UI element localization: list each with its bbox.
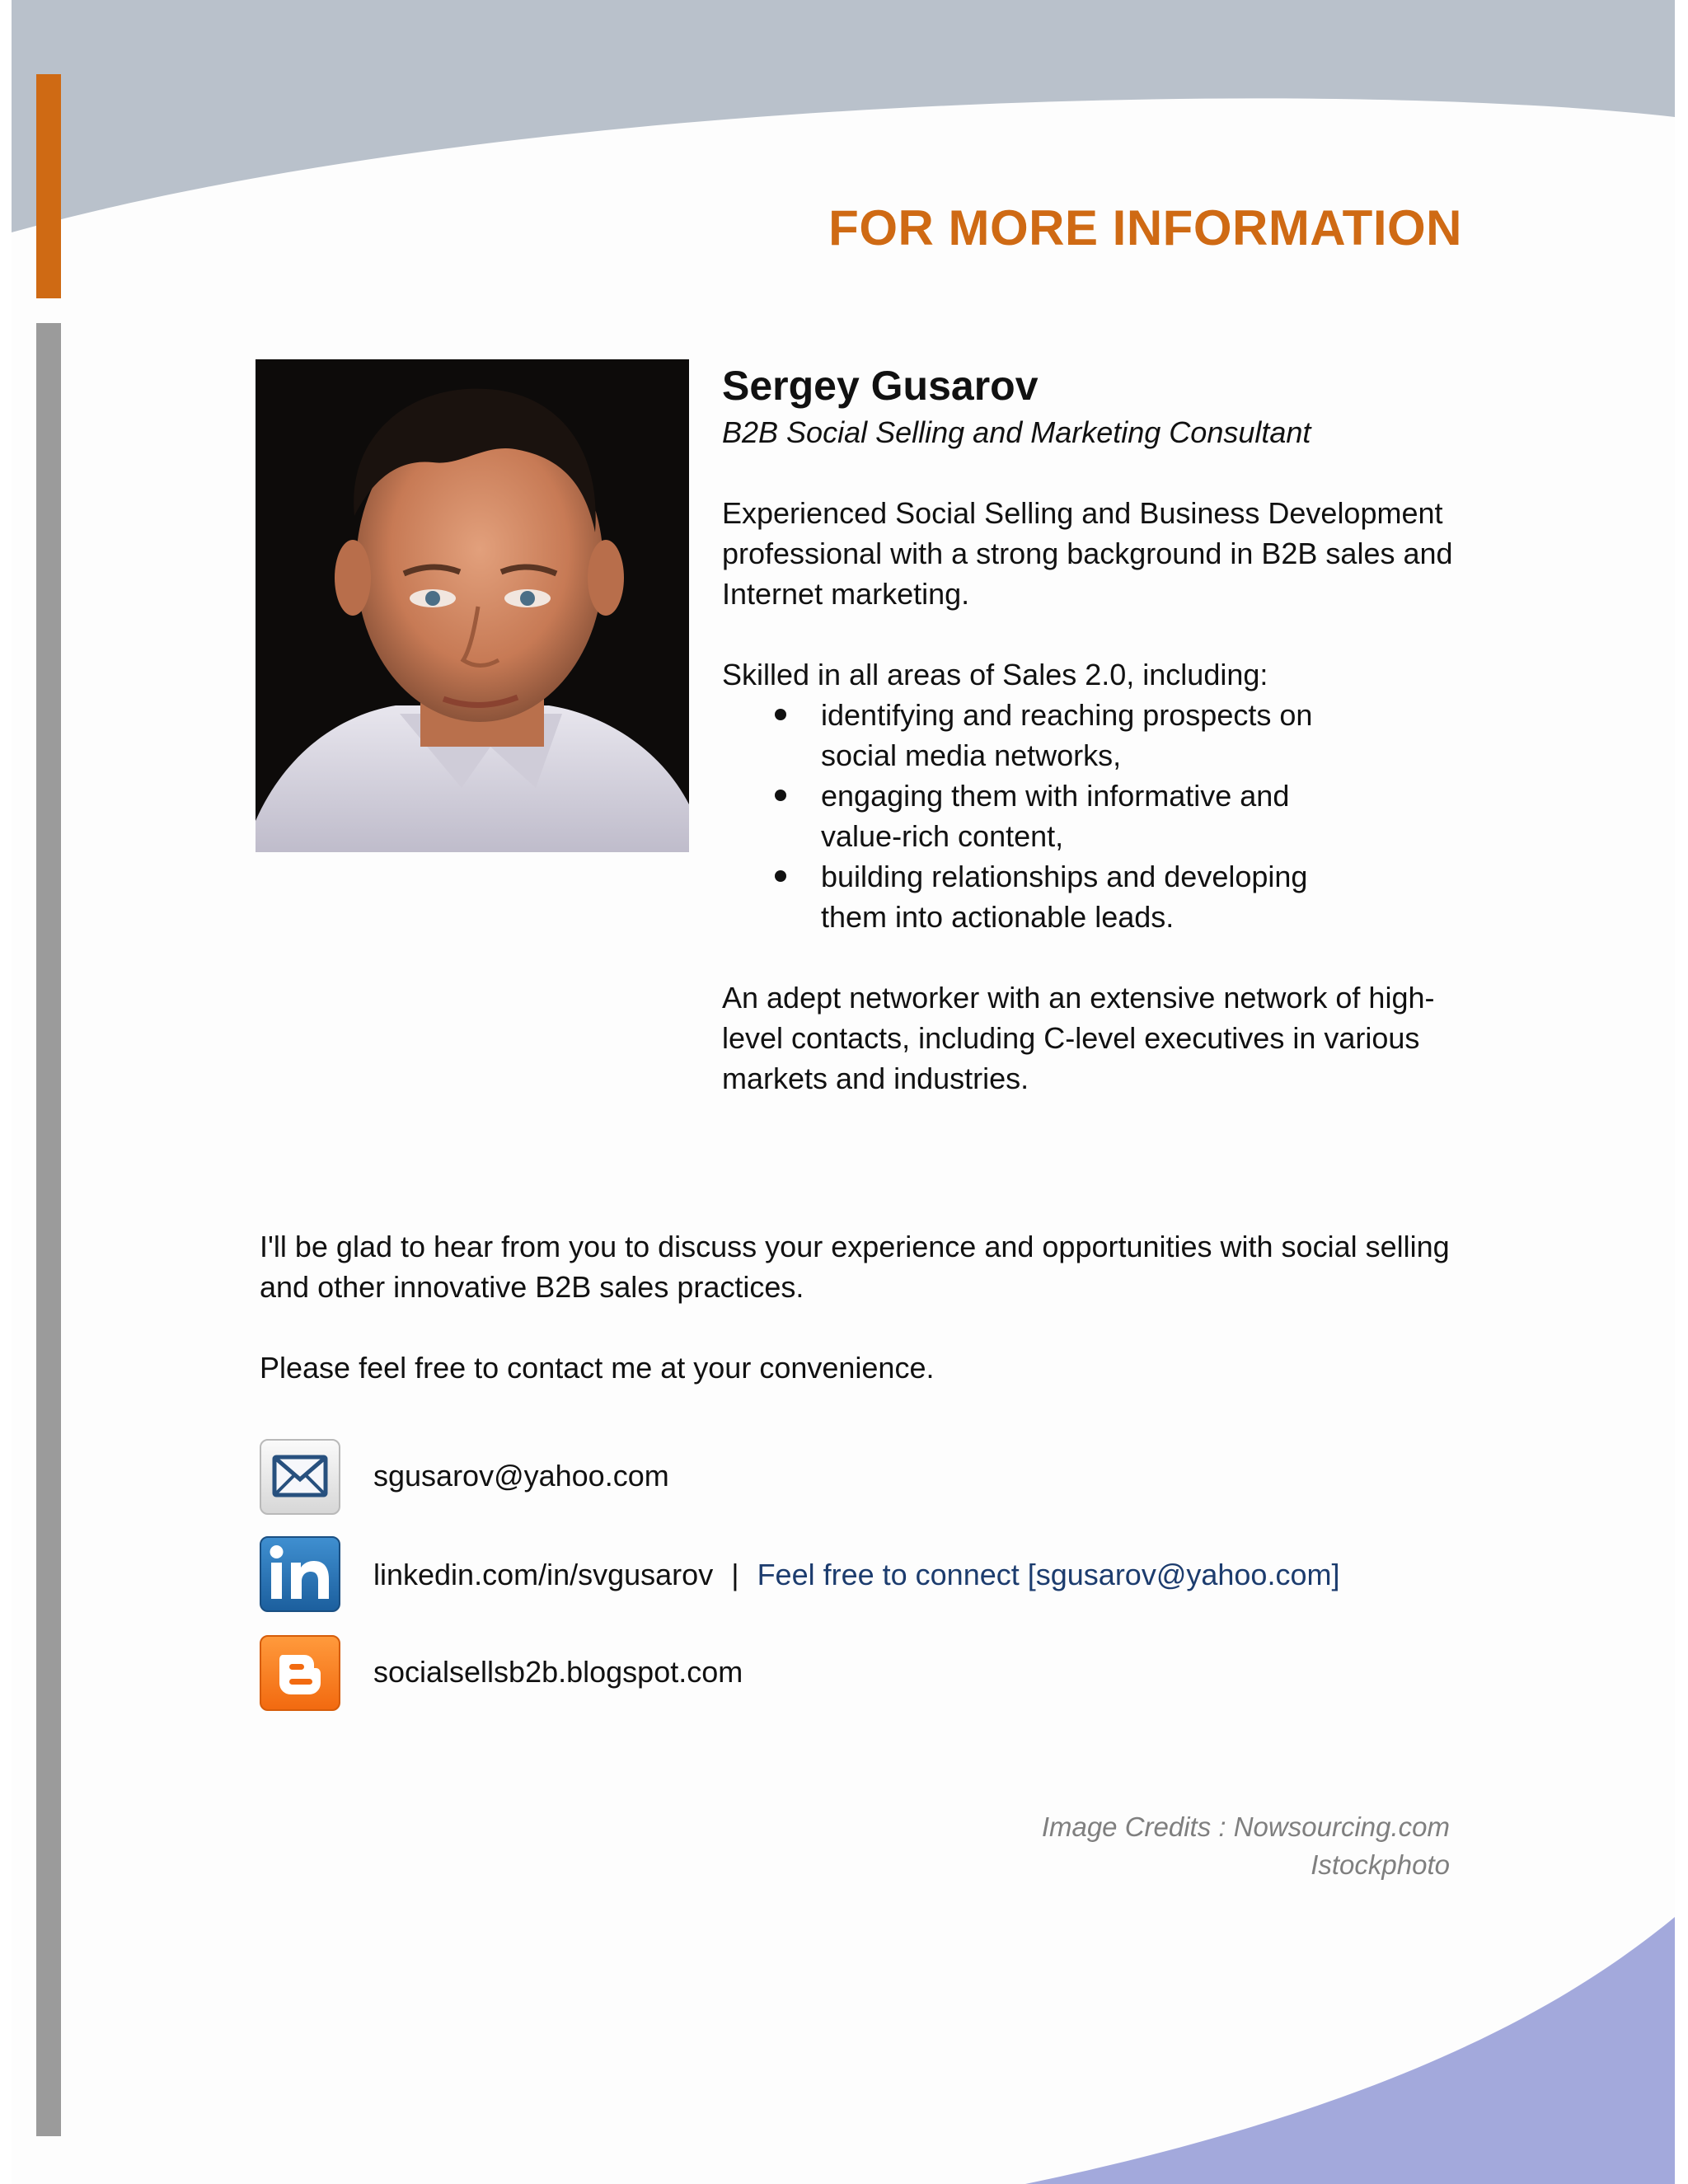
skill-text: building relationships and developing them into actionable leads. (821, 860, 1308, 934)
separator: | (731, 1558, 739, 1591)
top-gray-band (12, 0, 1675, 232)
linkedin-icon[interactable] (260, 1536, 340, 1612)
profile-photo (256, 359, 689, 852)
list-item (722, 695, 1315, 776)
blog-link[interactable]: socialsellsb2b.blogspot.com (373, 1655, 743, 1689)
profile-summary: Experienced Social Selling and Business Development professional with a strong background in B2B sales and Internet marketing. (722, 496, 1453, 611)
closing-message (260, 1226, 1463, 1388)
bullet-icon (775, 790, 786, 801)
credits-line-1: Image Credits : Nowsourcing.com (1041, 1811, 1450, 1842)
email-link[interactable]: sgusarov@yahoo.com (373, 1459, 669, 1493)
brochure-page (12, 0, 1675, 2184)
image-credits (918, 1808, 1450, 1884)
accent-bar-orange (36, 74, 61, 298)
contact-blog (260, 1635, 1496, 1718)
contact-linkedin (260, 1536, 1496, 1619)
closing-line-2: Please feel free to contact me at your convenience. (260, 1351, 935, 1385)
bottom-blue-wave (1025, 1917, 1675, 2184)
blogger-icon[interactable] (260, 1635, 340, 1711)
skill-text: engaging them with informative and value-rich content, (821, 779, 1290, 853)
credits-line-2: Istockphoto (1311, 1849, 1450, 1880)
linkedin-link[interactable]: linkedin.com/in/svgusarov (373, 1558, 714, 1591)
bullet-icon (775, 870, 786, 882)
bullet-icon (775, 709, 786, 720)
closing-line-1: I'll be glad to hear from you to discuss your experience and opportunities with social selling and other innovative B2B sales practices. (260, 1230, 1450, 1304)
skills-list (722, 695, 1464, 937)
mail-envelope-icon[interactable] (260, 1439, 340, 1515)
list-item (722, 856, 1315, 937)
profile-name: Sergey Gusarov (722, 363, 1039, 409)
accent-bar-gray (36, 323, 61, 2136)
skills-intro: Skilled in all areas of Sales 2.0, including: (722, 658, 1268, 691)
profile-bio (722, 359, 1464, 1099)
skill-text: identifying and reaching prospects on social media networks, (821, 698, 1313, 772)
linkedin-connect-link[interactable]: Feel free to connect [sgusarov@yahoo.com] (757, 1558, 1340, 1591)
profile-role: B2B Social Selling and Marketing Consultant (722, 415, 1311, 449)
page-heading: FOR MORE INFORMATION (828, 200, 1462, 255)
contact-email (260, 1439, 1496, 1521)
linkedin-contact (373, 1554, 1339, 1595)
list-item (722, 776, 1315, 856)
profile-network: An adept networker with an extensive network of high-level contacts, including C-level executives in various markets and industries. (722, 981, 1435, 1095)
